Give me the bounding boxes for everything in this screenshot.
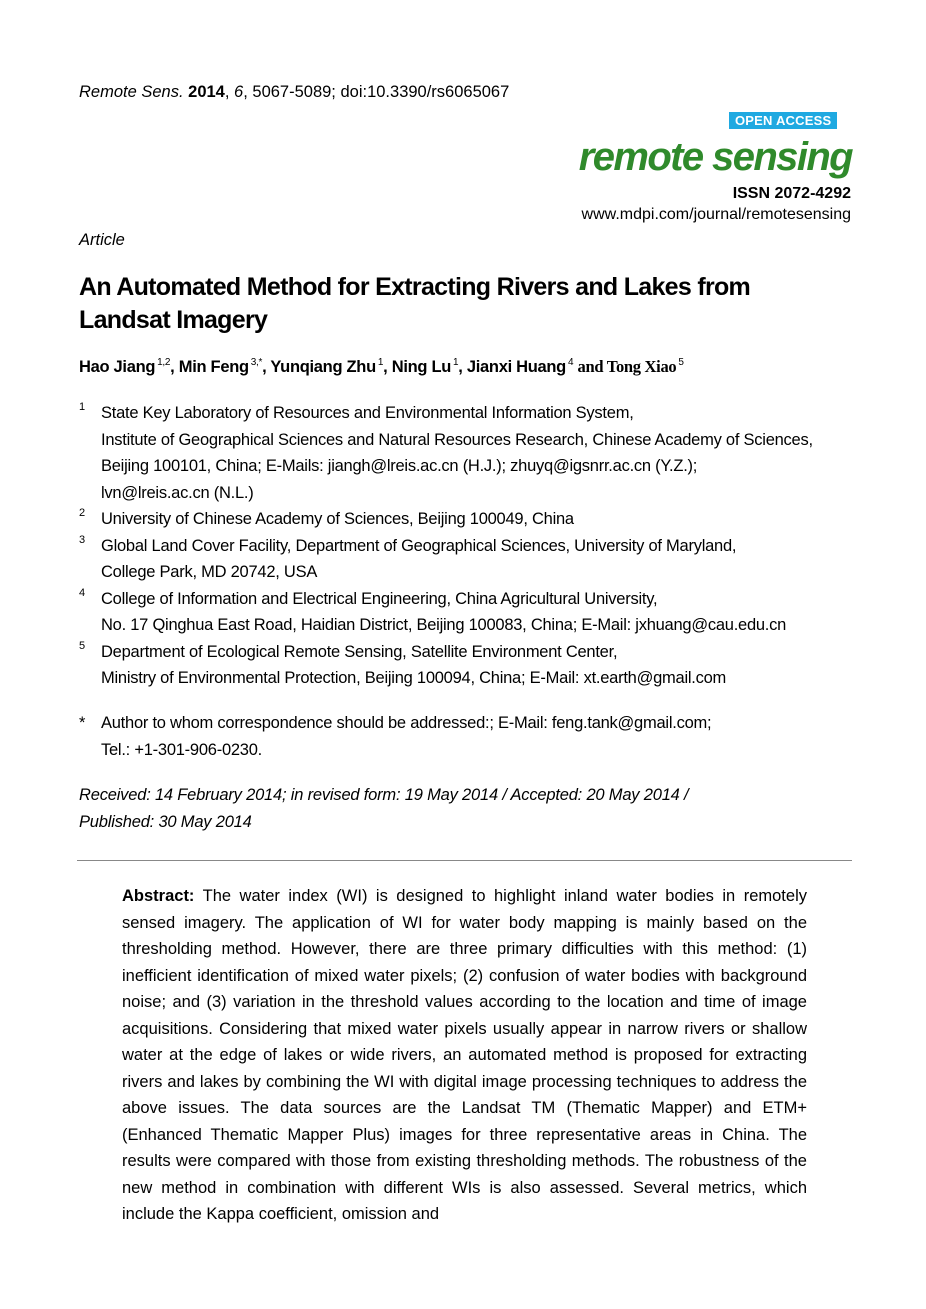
correspondence-marker: * (79, 714, 86, 732)
journal-logo: remote sensing (578, 135, 852, 179)
affiliation-line: State Key Laboratory of Resources and Environmental Information System, (101, 404, 634, 422)
affiliation-line: lvn@lreis.ac.cn (N.L.) (101, 483, 254, 502)
author-separator: , (170, 358, 179, 376)
abstract-label: Abstract: (122, 887, 195, 905)
affiliation-line: Department of Ecological Remote Sensing, Satellite Environment Center, (101, 642, 618, 661)
author-separator: , (458, 358, 467, 376)
affiliation-number: 3 (79, 533, 86, 546)
citation-year: 2014 (188, 83, 225, 101)
affiliation-line: Ministry of Environmental Protection, Beijing 100094, China; E-Mail: xt.earth@gmail.com (101, 669, 727, 687)
author-name: and Tong Xiao (577, 357, 677, 376)
affiliation-line: University of Chinese Academy of Sciences, Beijing 100049, China (101, 510, 574, 528)
correspondence-line: Tel.: +1-301-906-0230. (101, 740, 262, 759)
affiliation-number: 2 (79, 507, 86, 519)
author-name: Yunqiang Zhu (270, 358, 376, 376)
date-line: Published: 30 May 2014 (79, 812, 252, 831)
date-line: Received: 14 February 2014; in revised form: 19 May 2014 / Accepted: 20 May 2014 / (79, 786, 689, 804)
abstract-text: The water index (WI) is designed to highlight inland water bodies in remotely sensed imagery. The application of WI for water body mapping is mainly based on the thresholding method. However, there are three primary difficulties with this method: (1) inefficient identification of mixed water pixels; (2) confusion of water bodies with background noise; and (3) variation in the threshold values according to the location and time of image acquisitions. Considering that mixed water pixels usually appear in narrow rivers or shallow water at the edge of lakes or wide rivers, an automated method is proposed for extracting rivers and lakes by combining the WI with digital image processing techniques to address the above issues. The data sources are the Landsat TM (Thematic Mapper) and ETM+ (Enhanced Thematic Mapper Plus) images for three representative areas in China. The results were compared with those from existing thresholding methods. The robustness of the new method in combination with different WIs is also assessed. Several metrics, which include the Kappa coefficient, omission and (122, 887, 807, 1223)
author-affiliation-mark: 4 (567, 357, 574, 368)
author-affiliation-mark: 1 (377, 357, 384, 368)
affiliation-number: 4 (79, 586, 86, 599)
citation-doi: , 5067-5089; doi:10.3390/rs6065067 (243, 83, 510, 101)
author-list (79, 357, 684, 377)
citation-volume: 6 (234, 83, 244, 101)
author-affiliation-mark: 1 (453, 357, 459, 368)
section-divider (77, 860, 852, 861)
affiliation-line: Institute of Geographical Sciences and Natural Resources Research, Chinese Academy of Sciences, (101, 430, 813, 449)
author-name: Min Feng (178, 358, 249, 376)
correspondence-line: Author to whom correspondence should be addressed:; E-Mail: feng.tank@gmail.com; (101, 714, 712, 732)
author-affiliation-mark: 3,* (250, 357, 263, 368)
author-affiliation-mark: 1,2 (157, 357, 171, 368)
paper-title: An Automated Method for Extracting Rivers and Lakes from Landsat Imagery (79, 273, 751, 334)
affiliation-number: 1 (79, 401, 86, 413)
citation-line: Remote Sens. 2014, 6, 5067-5089; doi:10.3390/rs6065067 (79, 83, 510, 101)
author-separator: , (262, 358, 271, 376)
affiliation-line: No. 17 Qinghua East Road, Haidian District, Beijing 100083, China; E-Mail: jxhuang@cau.edu.cn (101, 616, 787, 634)
author-separator: , (383, 358, 392, 376)
issn: ISSN 2072-4292 (732, 185, 851, 202)
article-type: Article (79, 231, 125, 249)
author-name: Ning Lu (391, 358, 452, 376)
affiliation-line: Beijing 100101, China; E-Mails: jiangh@lreis.ac.cn (H.J.); zhuyq@igsnrr.ac.cn (Y.Z.); (101, 457, 698, 475)
author-name: Jianxi Huang (466, 358, 566, 376)
affiliation-number: 5 (79, 639, 86, 652)
citation-journal: Remote Sens. (79, 83, 184, 101)
author-name: Hao Jiang (79, 358, 156, 376)
journal-url[interactable]: www.mdpi.com/journal/remotesensing (581, 206, 851, 223)
open-access-badge: OPEN ACCESS (729, 112, 837, 129)
author-affiliation-mark: 5 (678, 357, 684, 368)
abstract (122, 883, 807, 1228)
affiliation-line: Global Land Cover Facility, Department of Geographical Sciences, University of Maryland, (101, 536, 737, 555)
affiliation-line: College of Information and Electrical Engineering, China Agricultural University, (101, 589, 658, 608)
affiliation-line: College Park, MD 20742, USA (101, 563, 318, 581)
